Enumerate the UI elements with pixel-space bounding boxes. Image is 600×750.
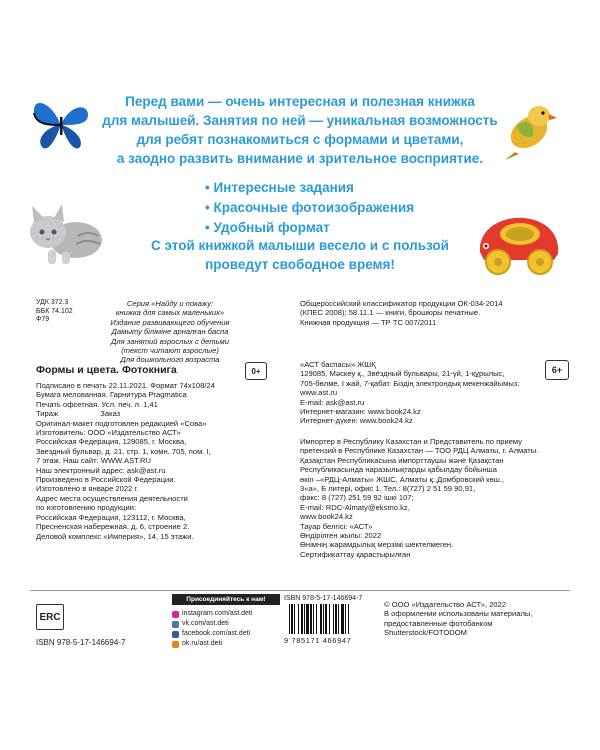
imprint-line: Изготовлено в январе 2022 г. <box>36 484 139 494</box>
barcode-bar <box>294 604 295 634</box>
imprint-line: Деловой комплекс «Империя», 14, 15 этажи. <box>36 531 194 541</box>
series-line: книжка для самых маленьких» <box>115 308 225 318</box>
udk-code: УДК 372.3 <box>36 299 69 306</box>
feature-item: • Удобный формат <box>205 220 330 235</box>
barcode-bar <box>329 604 330 634</box>
barcode-bar <box>338 604 339 634</box>
barcode-bar <box>333 604 334 634</box>
imprint-line: Наш электронный адрес: ask@ast.ru <box>36 465 166 475</box>
facebook-icon <box>172 631 179 638</box>
feature-item: • Красочные фотоизображения <box>205 200 415 215</box>
importer-line: Тауар белгісі: «АСТ» <box>300 521 373 531</box>
importer-line: www.book24.kz <box>300 512 353 522</box>
series-line: Дамыту біліміне арналған баспа <box>111 327 229 337</box>
imprint-line: Бумага мелованная. Гарнитура Pragmatica <box>36 390 187 400</box>
imprint-line: Адрес места осуществления деятельности <box>36 493 188 503</box>
barcode-bar <box>320 604 322 634</box>
copyright-line: Shutterstock/FOTODOM <box>384 628 467 638</box>
barcode-bar <box>310 604 312 634</box>
barcode-bar <box>335 604 337 634</box>
classifier-line: Общероссийский классификатор продукции ОК-034-2014 <box>300 299 503 308</box>
barcode-bar <box>345 604 346 634</box>
vk-icon <box>172 621 179 628</box>
barcode-isbn: ISBN 978-5-17-146694-7 <box>284 595 363 602</box>
importer <box>300 437 538 559</box>
imprint-line: Оригинал-макет подготовлен редакцией «Сова» <box>36 418 207 428</box>
importer-line: Қазақстан Республикасына импорттаушы және Қазақстан <box>300 455 504 465</box>
kz-line: Интернет-магазин: www.book24.kz <box>300 407 421 417</box>
series-info <box>70 299 270 365</box>
series-line: (текст читают взрослые) <box>121 346 219 356</box>
importer-line: Сертификаттау қарастырылған <box>300 549 411 559</box>
importer-line: Импортер в Республику Казахстан и Представитель по приему <box>300 437 523 446</box>
imprint-line: Тираж Заказ <box>36 409 121 419</box>
ok-icon <box>172 641 179 648</box>
imprint-line: Произведено в Российской Федерации. <box>36 475 176 485</box>
closing-text <box>0 236 600 274</box>
feature-list <box>205 178 414 238</box>
imprint-line: Звездный бульвар, д. 21, стр. 1, комн. 705, пом. I, <box>36 446 211 456</box>
isbn-left: ISBN 978-5-17-146694-7 <box>36 638 126 647</box>
imprint-line: Российская Федерация, 123112, г. Москва, <box>36 512 186 522</box>
importer-line: 3«а», Б литері, офис 1. Тел.: 8(727) 2 51 59 90,91, <box>300 484 476 494</box>
imprint-line: Российская Федерация, 129085, г. Москва, <box>36 437 187 447</box>
social-link[interactable]: ok.ru/ast.deti <box>182 640 223 647</box>
barcode-bar <box>313 604 314 634</box>
kz-line: «АСТ баспасы» ЖШҚ <box>300 360 376 369</box>
barcode-bar <box>323 604 324 634</box>
barcode-bar <box>348 604 349 634</box>
social-block <box>172 594 280 649</box>
social-item[interactable] <box>172 609 280 619</box>
series-line: Для дошкольного возраста <box>120 355 220 365</box>
eac-mark <box>36 604 64 630</box>
kz-publisher <box>300 360 519 426</box>
catalog-codes <box>36 299 73 325</box>
kz-line: 705-бөлме, I жай, 7-қабат. Біздің электрондық мекенжайымыз: <box>300 378 520 388</box>
instagram-icon <box>172 611 179 618</box>
series-line: Издание развивающего обучения <box>110 317 230 327</box>
importer-line: Өндірілген жылы: 2022 <box>300 531 382 541</box>
barcode-bar <box>341 604 344 634</box>
barcode-bar <box>301 604 303 634</box>
series-line: Для занятий взрослых с детьми <box>111 336 229 346</box>
social-link[interactable]: instagram.com/ast.deti <box>182 610 253 617</box>
barcode-bar <box>289 604 290 634</box>
imprint-line: 7 этаж. Наш сайт: WWW.AST.RU <box>36 456 152 466</box>
importer-line: Республикасында наразылықтарды қабылдау бойынша <box>300 465 497 475</box>
kz-line: Интернет-дүкен: www.book24.kz <box>300 416 413 426</box>
importer-line: E-mail: RDC-Almaty@eksmo.kz, <box>300 502 410 512</box>
classifier <box>300 299 503 327</box>
series-line: Серия «Найду и покажу: <box>126 299 214 308</box>
copyright-line: © ООО «Издательство АСТ», 2022 <box>384 600 507 609</box>
social-link[interactable]: facebook.com/ast.deti <box>182 630 251 637</box>
copyright-line: В оформлении использованы материалы, <box>384 609 533 619</box>
promo-line: а заодно развить внимание и зрительное восприятие. <box>116 151 484 166</box>
copyright <box>384 600 532 638</box>
importer-line: факс: 8 (727) 251 59 92 ішкі 107; <box>300 493 414 503</box>
barcode-bar <box>325 604 327 634</box>
social-item[interactable] <box>172 639 280 649</box>
imprint-line: Изготовитель: ООО «Издательство АСТ» <box>36 428 181 438</box>
social-item[interactable] <box>172 629 280 639</box>
imprint-line: Пресненская набережная, д. 6, строение 2. <box>36 522 190 532</box>
barcode-bar <box>291 604 293 634</box>
classifier-line: Книжная продукция — ТР ТС 007/2011 <box>300 317 437 327</box>
barcode-bar <box>304 604 305 634</box>
copyright-line: предоставленные фотобанком <box>384 618 493 628</box>
age-rating-right: 6+ <box>545 360 569 380</box>
importer-line: претензий в Республике Казахстан — ТОО РДЦ Алматы, г. Алматы. <box>300 446 539 456</box>
promo-line: для ребят познакомиться с формами и цветами, <box>136 132 464 147</box>
imprint-line: Печать офсетная. Усл. печ. л. 1,41 <box>36 399 158 409</box>
kz-line: E-mail: ask@ast.ru <box>300 397 365 407</box>
barcode <box>288 604 376 634</box>
importer-line: өкіл –«РДЦ-Алматы» ЖШС, Алматы қ.,Домбровский көш., <box>300 474 505 484</box>
author-mark: Ф79 <box>36 316 50 323</box>
barcode-bar <box>316 604 317 634</box>
kz-line: www.ast.ru <box>300 388 338 398</box>
imprint-line: по изготовлению продукции: <box>36 503 137 513</box>
feature-item: • Интересные задания <box>205 180 354 195</box>
social-header: Присоединяйтесь к нам! <box>172 594 280 605</box>
barcode-digits: 9 785171 466947 <box>284 636 352 645</box>
divider <box>30 590 570 591</box>
bbk-code: ББК 74.102 <box>36 307 73 315</box>
closing-line: проведут свободное время! <box>205 257 395 272</box>
classifier-line: (КПЕС 2008); 58.11.1 — книги, брошюры печатные. <box>300 308 481 318</box>
imprint-line: Подписано в печать 22.11.2021. Формат 74х108/24 <box>36 381 215 390</box>
social-item[interactable] <box>172 619 280 629</box>
imprint <box>36 381 215 541</box>
barcode-bar <box>298 604 299 634</box>
promo-line: Перед вами — очень интересная и полезная книжка <box>125 94 475 109</box>
closing-line: С этой книжкой малыши весело и с пользой <box>151 238 449 253</box>
promo-line: для малышей. Занятия по ней — уникальная возможность <box>102 113 498 128</box>
promo-text <box>0 92 600 168</box>
barcode-bar <box>306 604 309 634</box>
social-link[interactable]: vk.com/ast.deti <box>182 620 229 627</box>
eac-mark-text: ERC <box>39 611 61 623</box>
kz-line: 129085, Мәскеу қ., Звёздный бульвары, 21-үй, 1-құрылыс, <box>300 369 505 379</box>
book-title: Формы и цвета. Фотокнига <box>36 364 177 376</box>
age-rating-left: 0+ <box>245 362 267 380</box>
importer-line: Өнімнің жарамдылық мерзімі шектелмеген. <box>300 540 454 550</box>
